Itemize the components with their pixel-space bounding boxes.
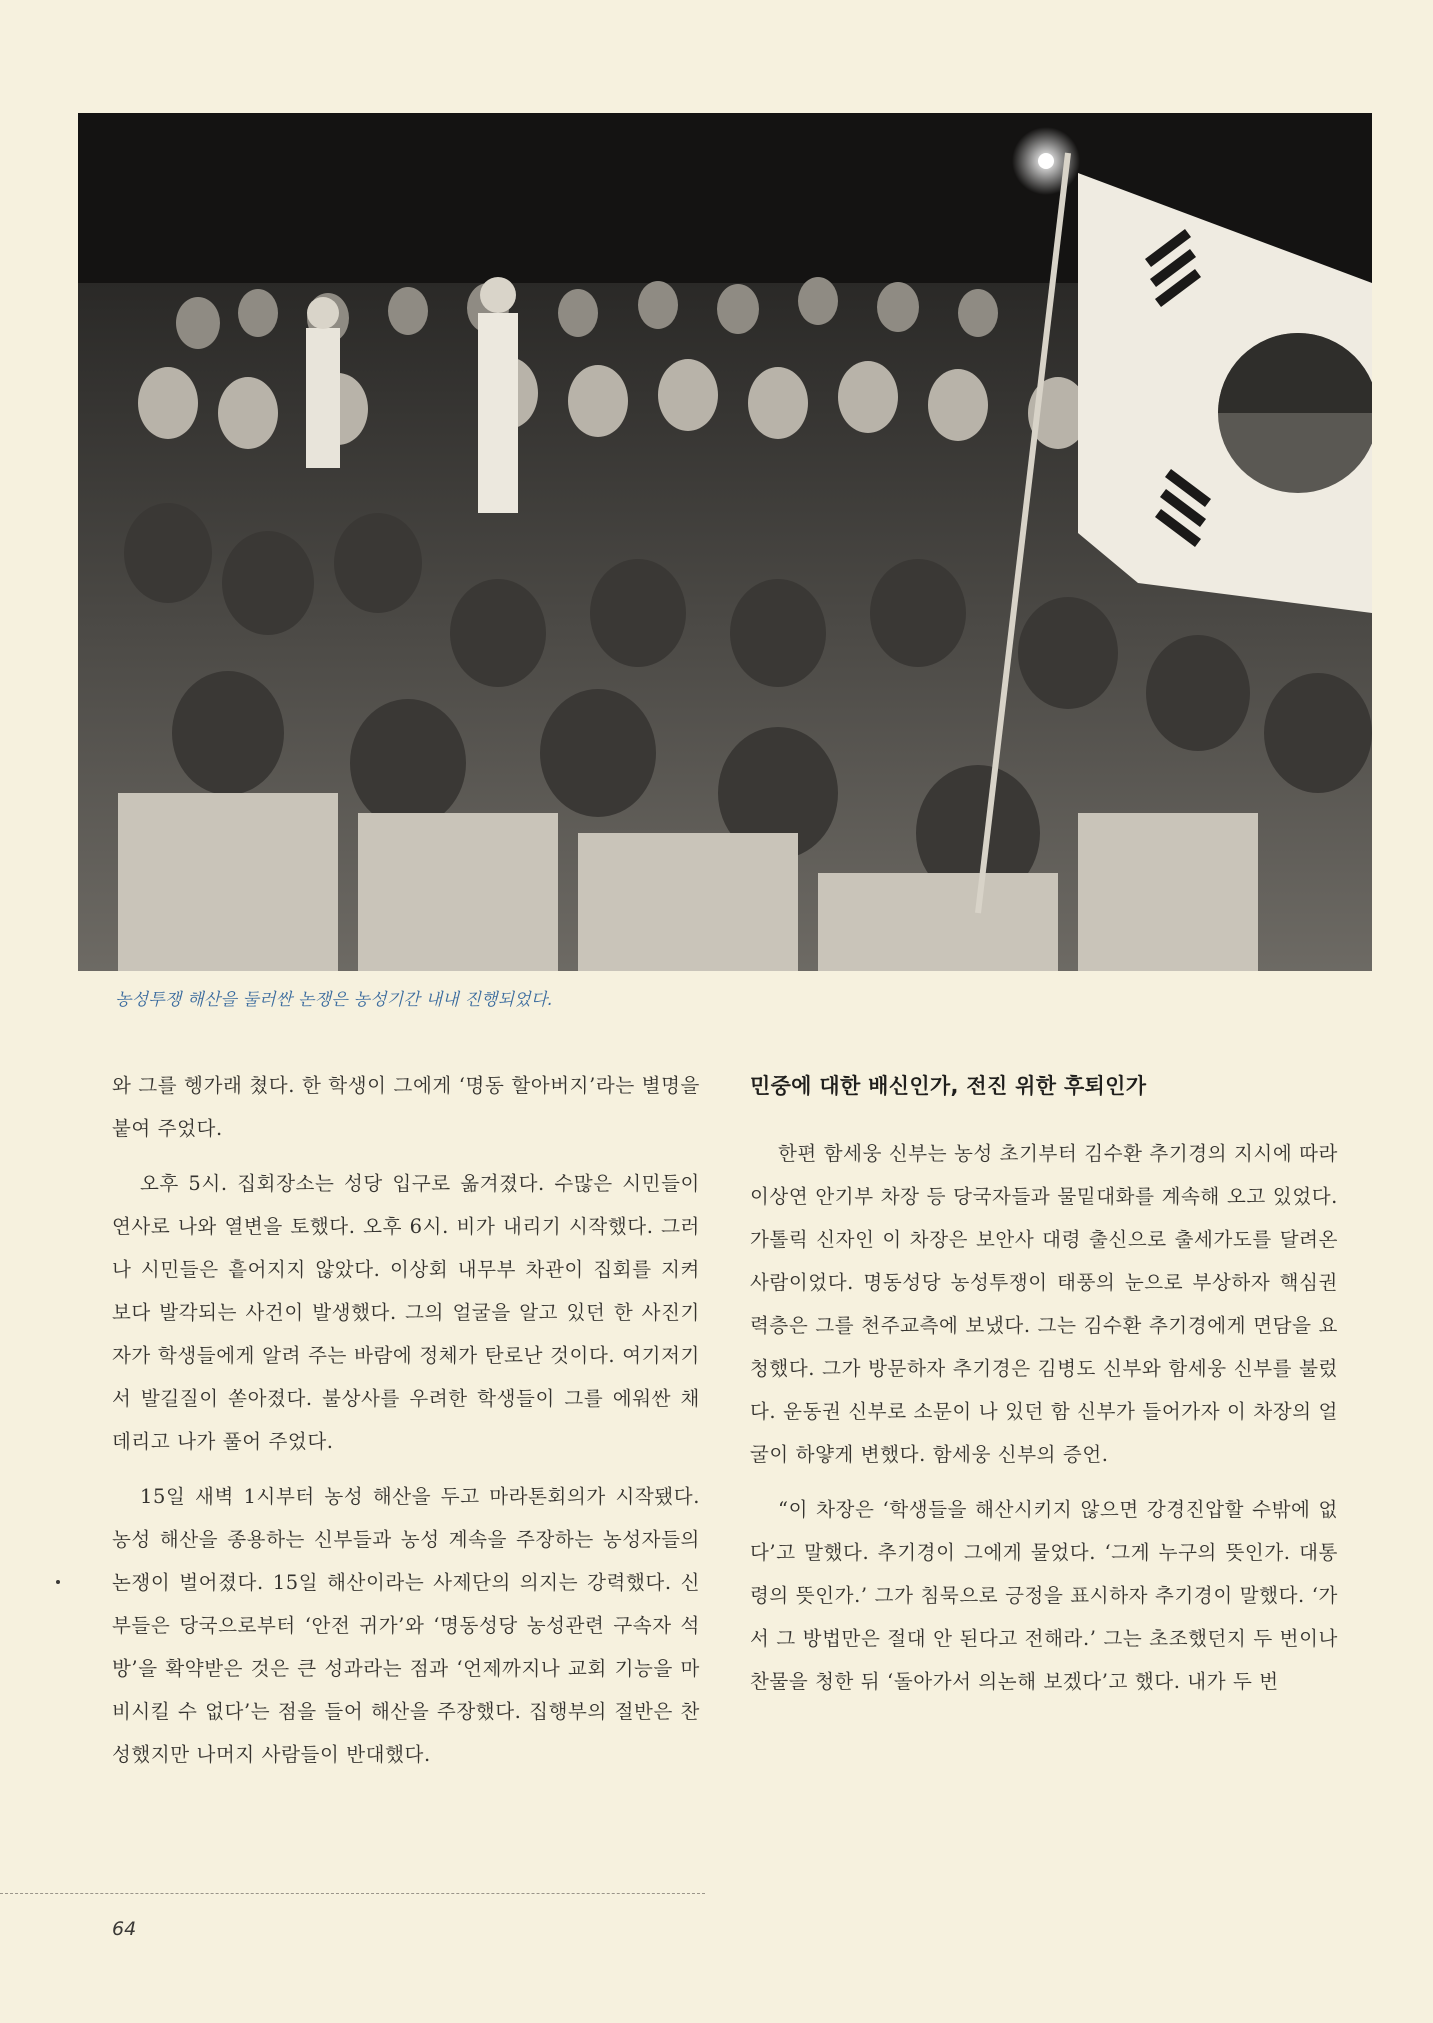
paragraph: 오후 5시. 집회장소는 성당 입구로 옮겨졌다. 수많은 시민들이 연사로 나와 열변을 토했다. 오후 6시. 비가 내리기 시작했다. 그러나 시민들은 흩어지지 않았다. 이상회 내무부 차관이 집회를 지켜 보다 발각되는 사건이 발생했다. 그의 얼굴을 알고 있던 한 사진기자가 학생들에게 알려 주는 바람에 정체가 탄로난 것이다. 여기저기서 발길질이 쏟아졌다. 불상사를 우려한 학생들이 그를 에워싼 채 데리고 나가 풀어 주었다. — [112, 1172, 700, 1453]
page-number: 64 — [112, 1918, 137, 1940]
photo-caption: 농성투쟁 해산을 둘러싼 논쟁은 농성기간 내내 진행되었다. — [115, 990, 554, 1010]
left-column — [112, 1064, 700, 1776]
paragraph: “이 차장은 ‘학생들을 해산시키지 않으면 강경진압할 수밖에 없다’고 말했다. 추기경이 그에게 물었다. ‘그게 누구의 뜻인가. 대통령의 뜻인가.’ 그가 침묵으로 긍정을 표시하자 추기경이 말했다. ‘가서 그 방법만은 절대 안 된다고 전해라.’ 그는 초조했던지 두 번이나 찬물을 청한 뒤 ‘돌아가서 의논해 보겠다’고 했다. 내가 두 번 — [750, 1498, 1338, 1693]
protest-photo — [78, 113, 1372, 971]
paragraph: 와 그를 헹가래 쳤다. 한 학생이 그에게 ‘명동 할아버지’라는 별명을 붙여 주었다. — [112, 1074, 700, 1140]
footer-divider — [0, 1893, 705, 1894]
margin-dot — [56, 1580, 60, 1584]
right-column — [750, 1064, 1338, 1703]
section-heading: 민중에 대한 배신인가, 전진 위한 후퇴인가 — [750, 1074, 1147, 1098]
protest-night-photo-icon — [78, 113, 1372, 971]
paragraph: 한편 함세웅 신부는 농성 초기부터 김수환 추기경의 지시에 따라 이상연 안기부 차장 등 당국자들과 물밑대화를 계속해 오고 있었다. 가톨릭 신자인 이 차장은 보안사 대령 출신으로 출세가도를 달려온 사람이었다. 명동성당 농성투쟁이 태풍의 눈으로 부상하자 핵심권력층은 그를 천주교측에 보냈다. 그는 김수환 추기경에게 면담을 요청했다. 그가 방문하자 추기경은 김병도 신부와 함세웅 신부를 불렀다. 운동권 신부로 소문이 나 있던 함 신부가 들어가자 이 차장의 얼굴이 하얗게 변했다. 함세웅 신부의 증언. — [750, 1142, 1338, 1466]
paragraph: 15일 새벽 1시부터 농성 해산을 두고 마라톤회의가 시작됐다. 농성 해산을 종용하는 신부들과 농성 계속을 주장하는 농성자들의 논쟁이 벌어졌다. 15일 해산이라는 사제단의 의지는 강력했다. 신부들은 당국으로부터 ‘안전 귀가’와 ‘명동성당 농성관련 구속자 석방’을 확약받은 것은 큰 성과라는 점과 ‘언제까지나 교회 기능을 마비시킬 수 없다’는 점을 들어 해산을 주장했다. 집행부의 절반은 찬성했지만 나머지 사람들이 반대했다. — [112, 1485, 700, 1766]
